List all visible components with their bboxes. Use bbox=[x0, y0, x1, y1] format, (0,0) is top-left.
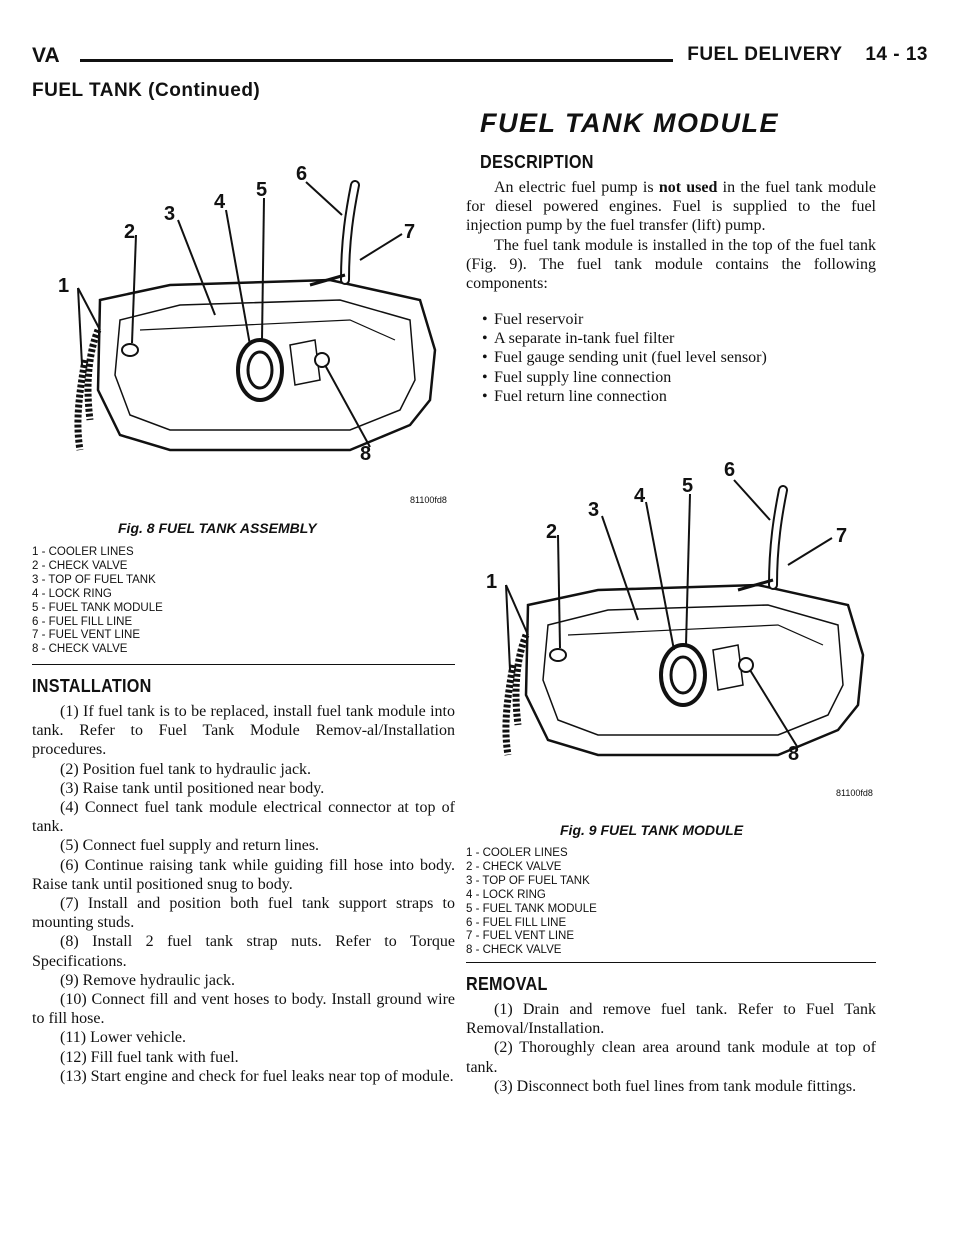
removal-step: (1) Drain and remove fuel tank. Refer to Fuel Tank Removal/Installation. bbox=[466, 1001, 876, 1038]
installation-step: (1) If fuel tank is to be replaced, install fuel tank module into tank. Refer to Fuel Tank Module Remov-al/Installation procedures. bbox=[32, 703, 455, 759]
installation-step: (3) Raise tank until positioned near body. bbox=[60, 779, 325, 797]
figure-9-fuel-tank-module bbox=[478, 450, 878, 815]
installation-step: (12) Fill fuel tank with fuel. bbox=[60, 1048, 239, 1066]
fig9-callout-8: 8 bbox=[788, 743, 800, 765]
installation-step: (9) Remove hydraulic jack. bbox=[60, 971, 236, 989]
removal-steps bbox=[466, 1000, 876, 1096]
component-item: • Fuel supply line connection bbox=[482, 368, 672, 386]
fig8-callout-7: 7 bbox=[404, 221, 416, 243]
legend-item: 5 - FUEL TANK MODULE bbox=[466, 902, 597, 915]
installation-step: (10) Connect fill and vent hoses to body. Install ground wire to fill hose. bbox=[32, 991, 455, 1028]
legend-item: 7 - FUEL VENT LINE bbox=[32, 629, 141, 642]
legend-item: 8 - CHECK VALVE bbox=[466, 944, 562, 957]
component-item: • Fuel reservoir bbox=[482, 311, 584, 328]
fig9-callout-4: 4 bbox=[634, 485, 646, 507]
fig9-callout-1: 1 bbox=[486, 571, 498, 593]
component-item: • Fuel gauge sending unit (fuel level sensor) bbox=[482, 349, 767, 367]
emphasis-not-used: not used bbox=[658, 179, 718, 196]
figure-8-fuel-tank-assembly bbox=[50, 150, 450, 510]
header-chapter-page: FUEL DELIVERY 14 - 13 bbox=[687, 44, 928, 65]
fig8-image-code: 81100fd8 bbox=[410, 495, 447, 505]
fig8-divider bbox=[32, 664, 455, 665]
header-section-code: VA bbox=[32, 44, 60, 67]
fig8-callout-2: 2 bbox=[124, 221, 136, 243]
fig9-caption: Fig. 9 FUEL TANK MODULE bbox=[560, 822, 744, 838]
legend-item: 7 - FUEL VENT LINE bbox=[466, 930, 575, 943]
installation-step: (5) Connect fuel supply and return lines. bbox=[60, 837, 320, 855]
removal-step: (3) Disconnect both fuel lines from tank module fittings. bbox=[494, 1077, 857, 1095]
legend-item: 3 - TOP OF FUEL TANK bbox=[466, 874, 590, 887]
legend-item: 6 - FUEL FILL LINE bbox=[466, 916, 567, 929]
description-paragraph-2: The fuel tank module is installed in the top of the fuel tank (Fig. 9). The fuel tank module contains the following components: bbox=[466, 236, 876, 293]
installation-steps bbox=[32, 702, 455, 1086]
description-text bbox=[466, 178, 876, 293]
fig9-callout-2: 2 bbox=[546, 521, 558, 543]
fig8-legend bbox=[32, 546, 163, 657]
fig8-callout-6: 6 bbox=[296, 163, 308, 185]
installation-step: (7) Install and position both fuel tank support straps to mounting studs. bbox=[32, 895, 455, 932]
fig9-callout-6: 6 bbox=[724, 459, 736, 481]
fig8-caption: Fig. 8 FUEL TANK ASSEMBLY bbox=[118, 520, 317, 536]
fig9-callout-3: 3 bbox=[588, 499, 600, 521]
legend-item: 1 - COOLER LINES bbox=[32, 546, 134, 558]
fuel-tank-module-illustration bbox=[478, 450, 878, 815]
header-rule bbox=[80, 59, 673, 62]
legend-item: 6 - FUEL FILL LINE bbox=[32, 615, 133, 628]
fig8-callout-3: 3 bbox=[164, 203, 176, 225]
installation-step: (4) Connect fuel tank module electrical connector at top of tank. bbox=[32, 799, 455, 836]
component-item: • A separate in-tank fuel filter bbox=[482, 330, 675, 348]
fig9-divider bbox=[466, 962, 876, 963]
legend-item: 3 - TOP OF FUEL TANK bbox=[32, 573, 156, 586]
removal-heading: REMOVAL bbox=[466, 974, 548, 994]
description-paragraph-1: An electric fuel pump is not used in the fuel tank module for diesel powered engines. Fuel is supplied to the fuel injection pump by the fuel transfer (lift) pump. bbox=[466, 179, 876, 235]
fig9-callout-7: 7 bbox=[836, 525, 848, 547]
component-item: • Fuel return line connection bbox=[482, 387, 667, 405]
fig9-image-code: 81100fd8 bbox=[836, 788, 873, 798]
legend-item: 2 - CHECK VALVE bbox=[466, 860, 562, 873]
module-title: FUEL TANK MODULE bbox=[480, 108, 779, 138]
installation-heading: INSTALLATION bbox=[32, 676, 152, 696]
fig8-callout-8: 8 bbox=[360, 443, 372, 465]
removal-step: (2) Thoroughly clean area around tank module at top of tank. bbox=[466, 1039, 876, 1076]
installation-step: (6) Continue raising tank while guiding fill hose into body. Raise tank until positioned snug to body. bbox=[32, 856, 455, 893]
fig8-callout-1: 1 bbox=[58, 275, 70, 297]
installation-step: (11) Lower vehicle. bbox=[60, 1029, 187, 1047]
fig8-callout-5: 5 bbox=[256, 179, 268, 201]
legend-item: 1 - COOLER LINES bbox=[466, 847, 568, 859]
continued-heading: FUEL TANK (Continued) bbox=[32, 80, 261, 101]
fig8-callout-4: 4 bbox=[214, 191, 226, 213]
fig9-callout-5: 5 bbox=[682, 475, 694, 497]
legend-item: 2 - CHECK VALVE bbox=[32, 559, 128, 572]
legend-item: 4 - LOCK RING bbox=[466, 888, 546, 901]
legend-item: 5 - FUEL TANK MODULE bbox=[32, 601, 163, 614]
fuel-tank-illustration bbox=[50, 150, 450, 510]
legend-item: 8 - CHECK VALVE bbox=[32, 643, 128, 656]
fig9-legend bbox=[466, 847, 597, 958]
page-header bbox=[32, 44, 928, 74]
description-heading: DESCRIPTION bbox=[480, 152, 594, 172]
installation-step: (8) Install 2 fuel tank strap nuts. Refer to Torque Specifications. bbox=[32, 933, 455, 970]
installation-step: (13) Start engine and check for fuel leaks near top of module. bbox=[60, 1067, 454, 1085]
installation-step: (2) Position fuel tank to hydraulic jack. bbox=[60, 760, 312, 778]
component-list bbox=[466, 310, 876, 406]
legend-item: 4 - LOCK RING bbox=[32, 587, 112, 600]
